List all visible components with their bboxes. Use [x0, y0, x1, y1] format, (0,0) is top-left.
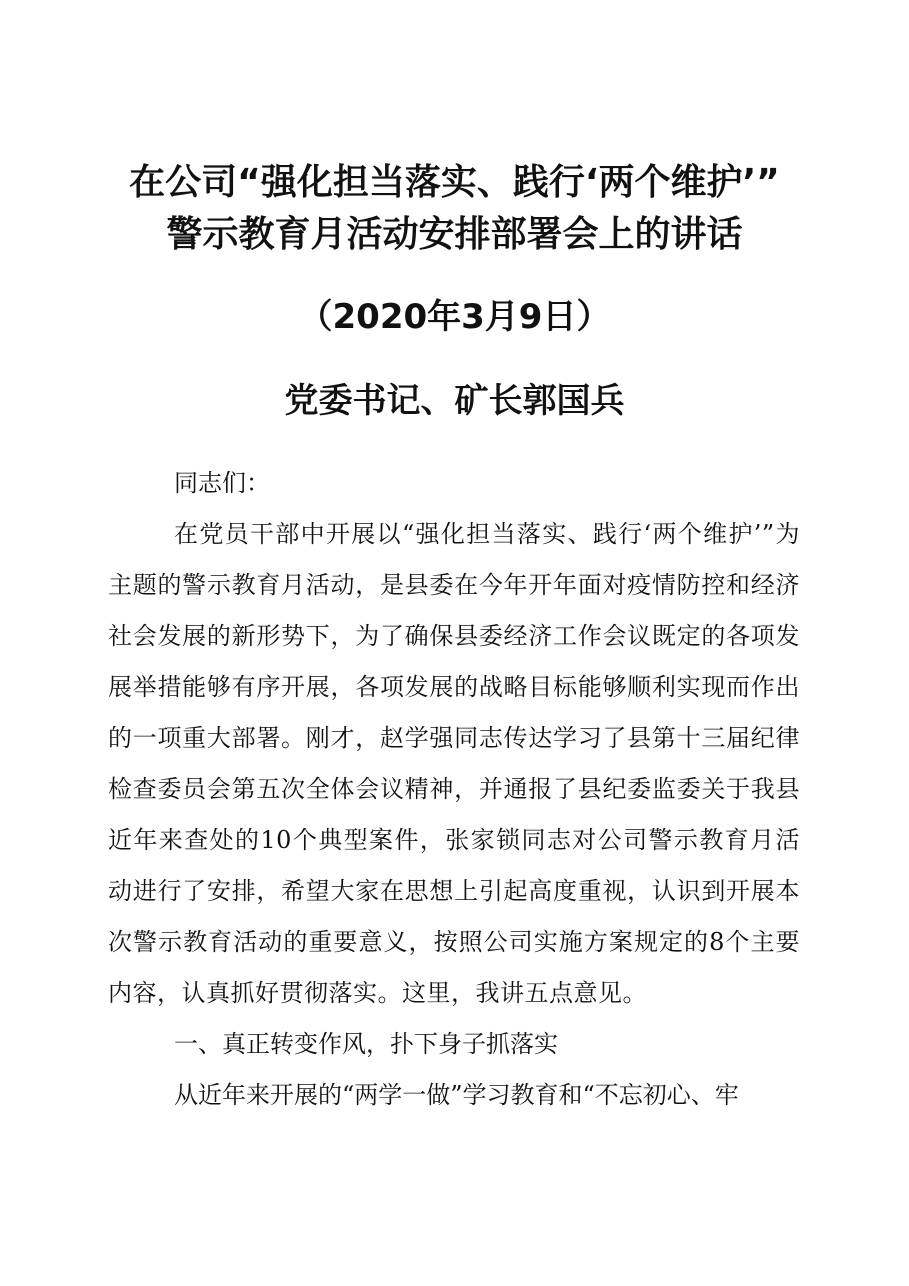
document-title-line1: 在公司“强化担当落实、践行‘两个维护’”: [129, 162, 780, 203]
salutation: 同志们：: [174, 469, 270, 497]
speaker-line: 党委书记、矿长郭国兵: [284, 381, 625, 421]
document-body: [108, 458, 800, 1121]
speech-date: （2020年3月9日）: [298, 297, 611, 337]
section-heading: 一、真正转变作风，扑下身子抓落实: [174, 1030, 558, 1058]
body-paragraph: 从近年来开展的“两学一做”学习教育和“不忘初心、牢: [174, 1081, 739, 1109]
document-title-line2: 警示教育月活动安排部署会上的讲话: [166, 214, 743, 255]
body-paragraph: 在党员干部中开展以“强化担当落实、践行‘两个维护’”为主题的警示教育月活动，是县委在今年开年面对疫情防控和经济社会发展的新形势下，为了确保县委经济工作会议既定的各项发展举措能够有序开展，各项发展的战略目标能够顺利实现而作出的一项重大部署。刚才，赵学强同志传达学习了县第十三届纪律检查委员会第五次全体会议精神，并通报了县纪委监委关于我县近年来查处的10个典型案件，张家锁同志对公司警示教育月活动进行了安排，希望大家在思想上引起高度重视，认识到开展本次警示教育活动的重要意义，按照公司实施方案规定的8个主要内容，认真抓好贯彻落实。这里，我讲五点意见。: [108, 520, 800, 1007]
